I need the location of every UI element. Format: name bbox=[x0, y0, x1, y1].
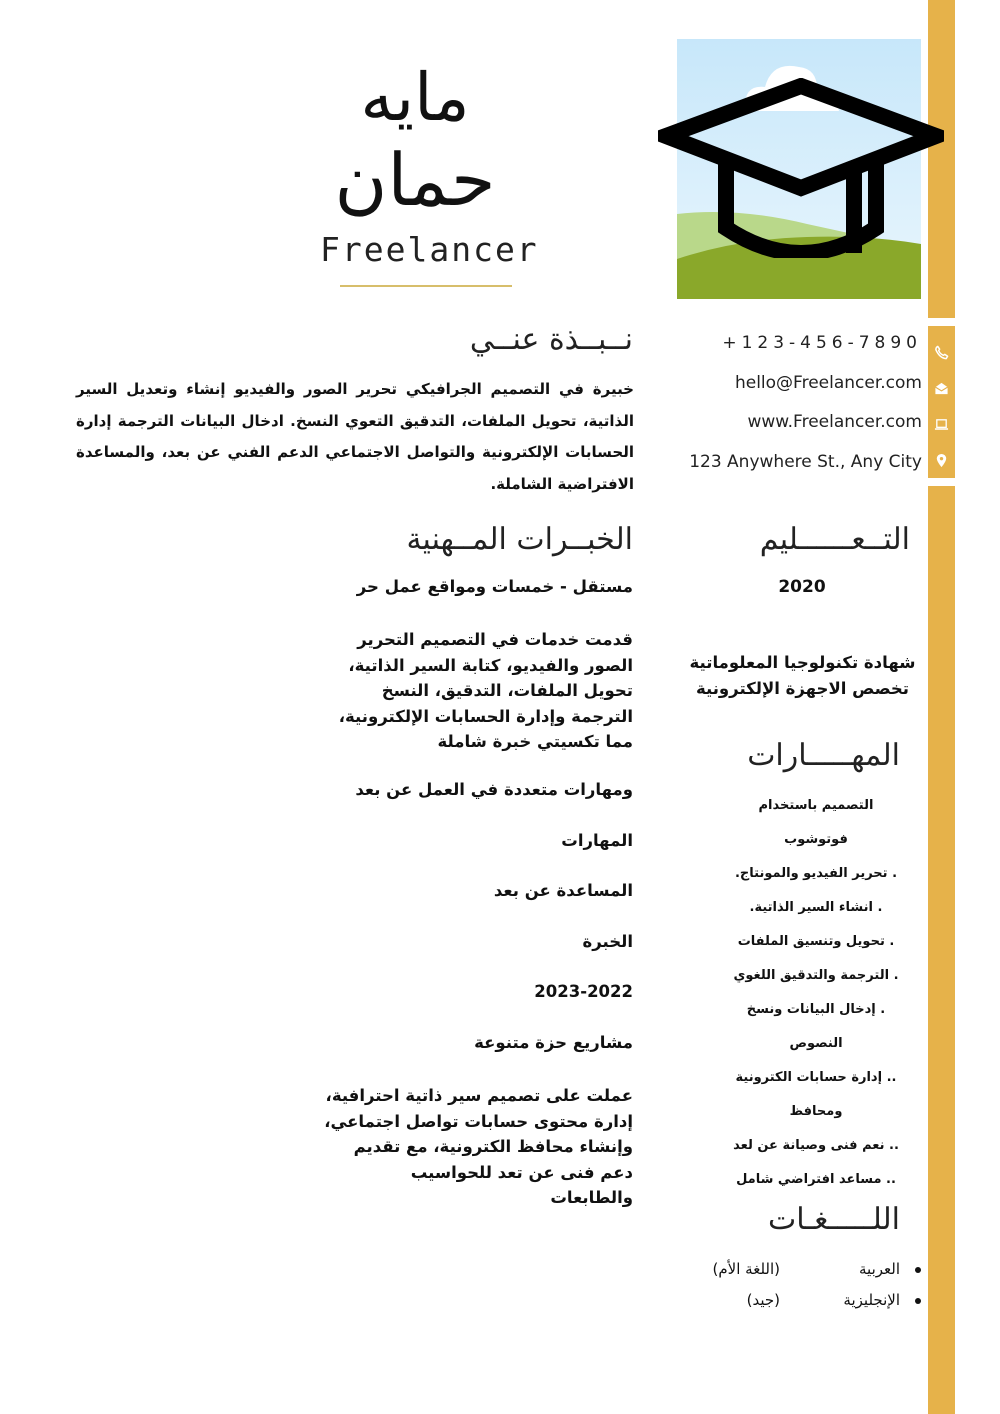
experience-label-remote: المساعدة عن بعد bbox=[493, 881, 633, 900]
experience-projects-description: عملت على تصميم سير ذاتية احترافية، إدارة محتوى حسابات تواصل اجتماعي، وإنشاء محافظ الكترونية، مع تقديم دعم فنى عن تعد للحواسيب والطابعات bbox=[324, 1086, 633, 1207]
skills-title: المهـــــارات bbox=[747, 738, 900, 773]
experience-title: الخبــرات المــهنية bbox=[406, 522, 633, 557]
skill-item: . تحرير الفيديو والمونتاج. bbox=[734, 866, 898, 881]
experience-description: قدمت خدمات في التصميم التحرير الصور والفيديو، كتابة السير الذاتية، تحويل الملفات، التدقيق، النسخ الترجمة وإدارة الحسابات الإلكترونية، مما تكسيتي خبرة شاملة bbox=[338, 630, 633, 751]
language-level: (جيد) bbox=[746, 1291, 780, 1309]
bullet-icon bbox=[915, 1267, 921, 1273]
skill-item: .. إدارة حسابات الكترونية bbox=[735, 1070, 897, 1085]
phone-icon bbox=[928, 334, 955, 370]
email-icon bbox=[928, 370, 955, 406]
language-name: الإنجليزية bbox=[843, 1291, 900, 1309]
graduation-cap-icon bbox=[658, 78, 944, 258]
skill-item: . انشاء السير الذاتية. bbox=[749, 900, 883, 915]
accent-bar-contact-icons bbox=[928, 326, 955, 478]
contact-phone: +123-456-7890 bbox=[722, 333, 922, 353]
education-degree: شهادة تكنولوجيا المعلوماتية تخصص الاجهزة الإلكترونية bbox=[689, 653, 916, 698]
skill-item: فوتوشوب bbox=[784, 832, 848, 847]
skill-item: .. نعم فنى وصيانة عن لعد bbox=[733, 1138, 899, 1153]
contact-website: www.Freelancer.com bbox=[747, 412, 922, 432]
name-line-1: مايه bbox=[360, 59, 470, 136]
education-year: 2020 bbox=[778, 577, 826, 597]
about-text: خبيرة في التصميم الجرافيكي تحرير الصور والفيديو إنشاء وتعديل السير الذاتية، تحويل الملفات، التدقيق التعوي النسخ. ادخال البيانات الترجمة إدارة الحسابات الإلكترونية والتواصل الاجتماعي الدعم الفني عن بعد، والمساعدة الافتراضية الشاملة. bbox=[76, 380, 634, 493]
skills-list bbox=[716, 794, 916, 1202]
education-title: التــعــــــليم bbox=[759, 522, 910, 557]
contact-email: hello@Freelancer.com bbox=[734, 372, 922, 393]
about-title: نــبــذة عنــي bbox=[469, 322, 633, 357]
bullet-icon bbox=[915, 1298, 921, 1304]
experience-projects-title: مشاريع حزة متنوعة bbox=[474, 1033, 633, 1052]
experience-label-skills: المهارات bbox=[561, 831, 633, 850]
skill-item: .. مساعد افتراضي شامل bbox=[736, 1172, 896, 1187]
experience-period: 2023-2022 bbox=[534, 982, 633, 1001]
job-role: Freelancer bbox=[320, 230, 539, 269]
skill-item: . إدخال البيانات ونسخ bbox=[746, 1002, 886, 1017]
experience-job-title: مستقل - خمسات ومواقع عمل حر bbox=[356, 577, 633, 596]
contact-address: 123 Anywhere St., Any City bbox=[689, 451, 922, 472]
languages-title: اللـــــغـات bbox=[768, 1202, 900, 1237]
skill-item: . تحويل وتنسيق الملفات bbox=[737, 934, 895, 949]
experience-label-experience: الخبرة bbox=[582, 932, 633, 951]
skill-item: النصوص bbox=[789, 1036, 843, 1051]
skill-item: . الترجمة والتدقيق اللغوي bbox=[733, 968, 899, 983]
laptop-icon bbox=[928, 406, 955, 442]
skill-item: التصميم باستخدام bbox=[758, 798, 874, 813]
location-pin-icon bbox=[928, 442, 955, 478]
name-line-2: حمان bbox=[334, 138, 496, 222]
language-level: (اللغة الأم) bbox=[712, 1260, 780, 1278]
contact-list bbox=[689, 328, 922, 486]
candidate-name bbox=[300, 58, 530, 222]
language-name: العربية bbox=[859, 1260, 900, 1278]
accent-bar-bottom bbox=[928, 486, 955, 1414]
skill-item: ومحافظ bbox=[789, 1104, 843, 1119]
role-divider bbox=[340, 285, 512, 287]
experience-remote-skills: ومهارات متعددة في العمل عن بعد bbox=[355, 780, 633, 799]
